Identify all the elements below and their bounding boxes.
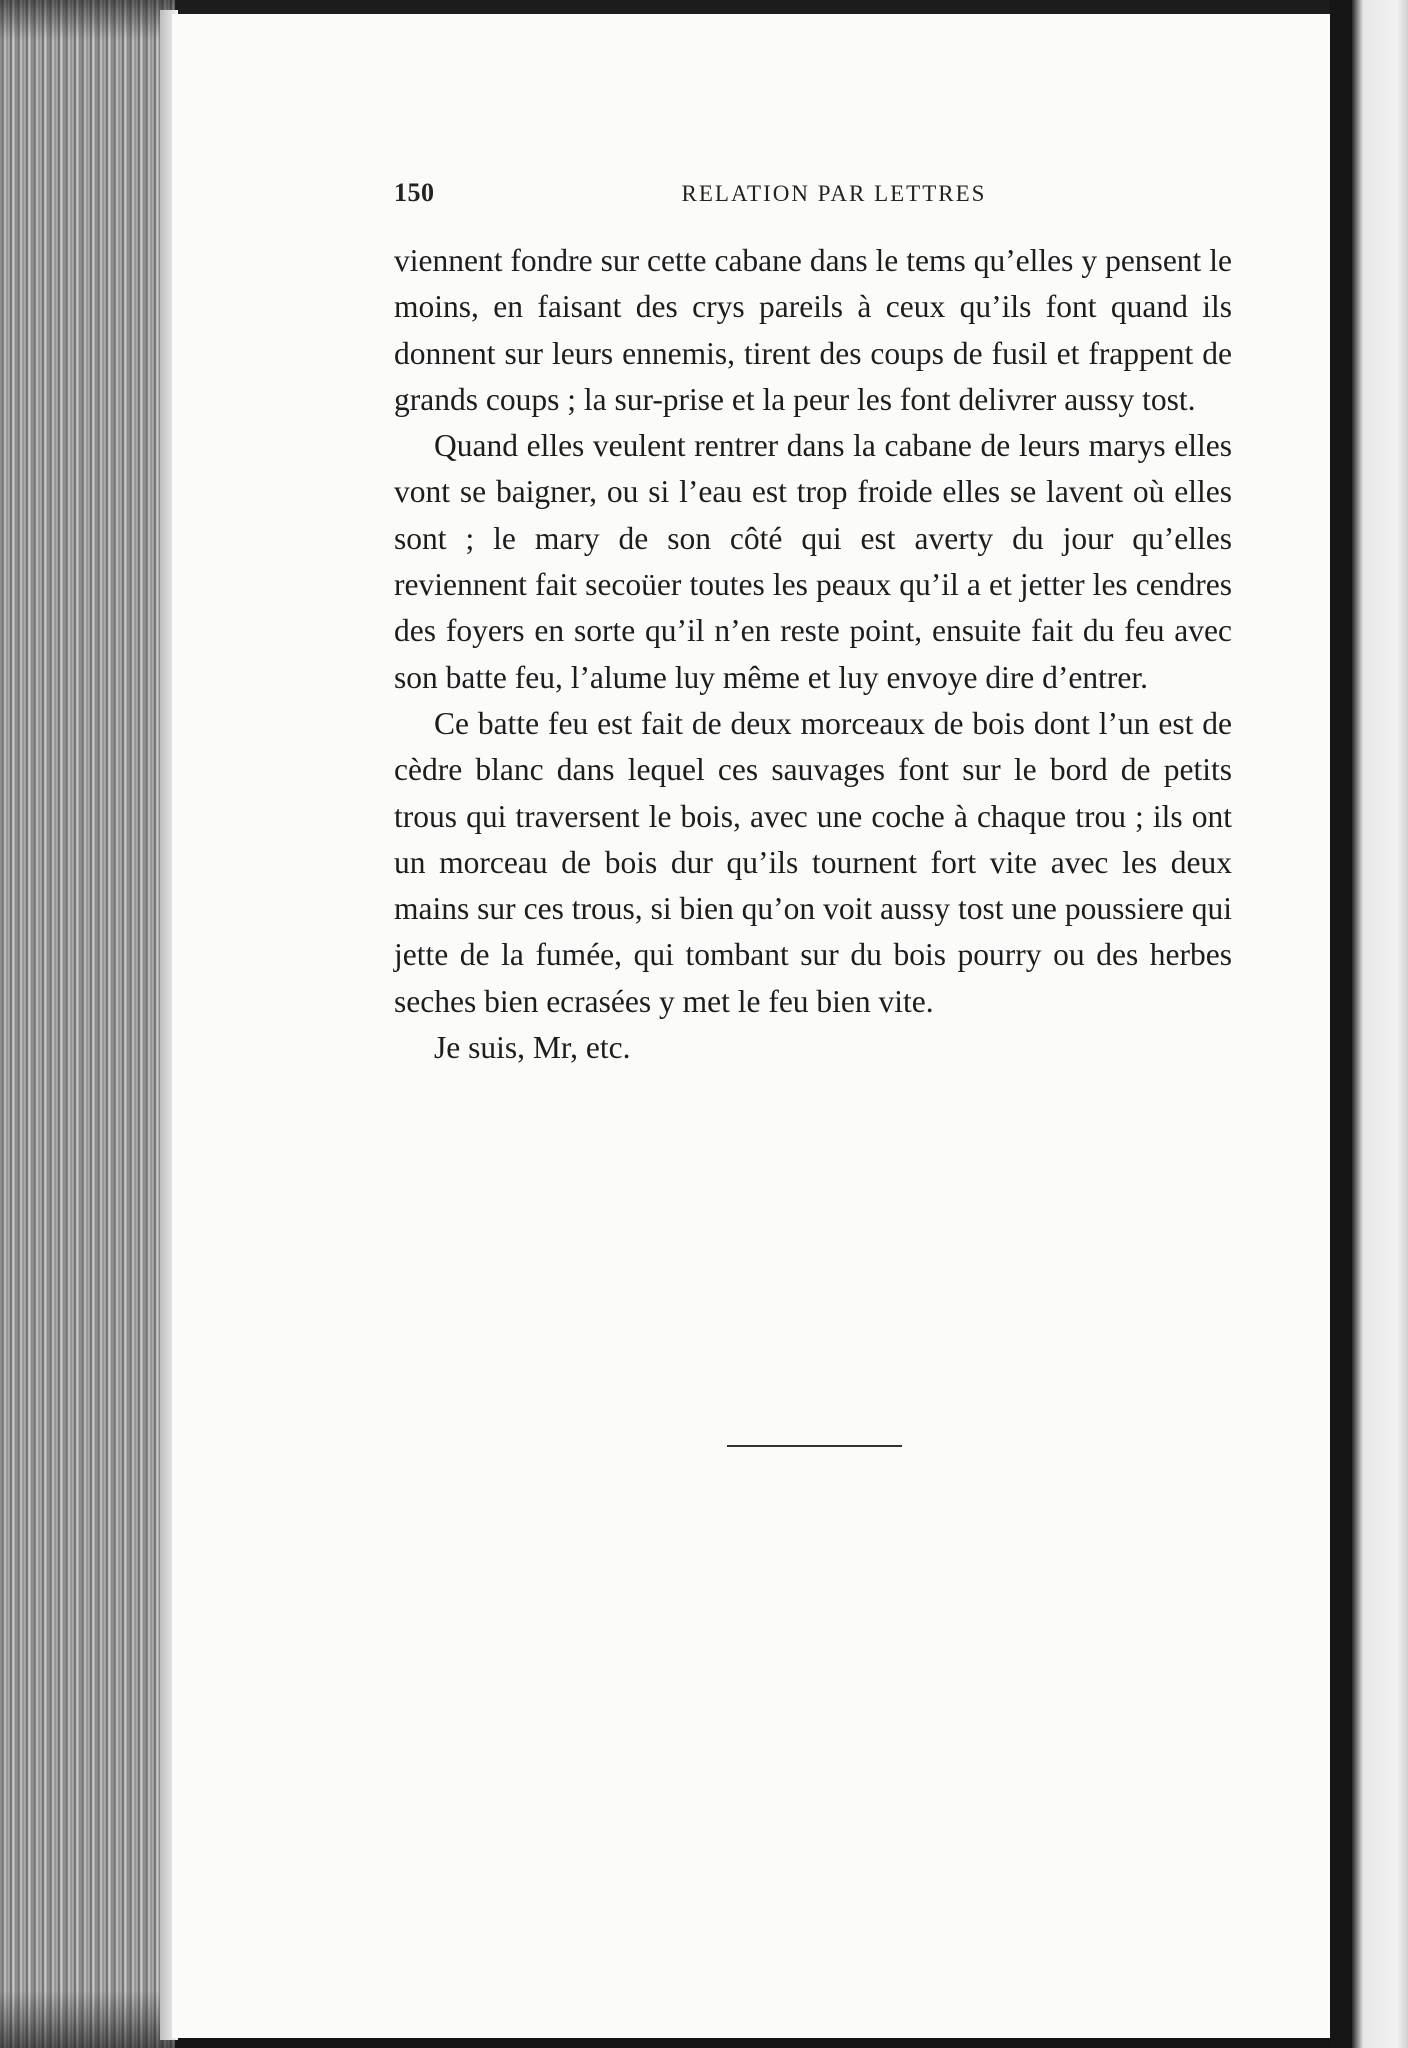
body-text: [394, 238, 1232, 1071]
running-title: RELATION PAR LETTRES: [681, 181, 987, 206]
paragraph-continuation: viennent fondre sur cette cabane dans le tems qu’elles y pensent le moins, en faisant des crys pareils à ceux qu’ils font quand ils donnent sur leurs ennemis, tirent des coups de fusil et frappent de grands coups ; la sur-prise et la peur les font delivrer aussy tost.: [394, 243, 1232, 417]
scan-border-top: [0, 0, 1408, 14]
paragraph: Ce batte feu est fait de deux morceaux de bois dont l’un est de cèdre blanc dans lequel ces sauvages font sur le bord de petits trous qui traversent le bois, avec une coche à chaque trou ; ils ont un morceau de bois dur qu’ils tournent fort vite avec les deux mains sur ces trous, si bien qu’on voit aussy tost une poussiere qui jette de la fumée, qui tombant sur du bois pourry ou des herbes seches bien ecrasées y met le feu bien vite.: [394, 705, 1232, 1019]
paragraph: Quand elles veulent rentrer dans la cabane de leurs marys elles vont se baigner, ou si l’eau est trop froide elles se lavent où elles sont ; le mary de son côté qui est averty du jour qu’elles reviennent fait secoüer toutes les peaux qu’il a et jetter les cendres des foyers en sorte qu’il n’en reste point, ensuite fait du feu avec son batte feu, l’alume luy même et luy envoye dire d’entrer.: [394, 428, 1232, 695]
running-head: [394, 178, 1234, 218]
stacked-page-edges: [0, 0, 175, 2048]
page-number: 150: [394, 178, 435, 207]
end-rule: [727, 1445, 902, 1447]
letter-closing: Je suis, Mr, etc.: [434, 1030, 631, 1066]
facing-page-edge: [1352, 0, 1408, 2048]
